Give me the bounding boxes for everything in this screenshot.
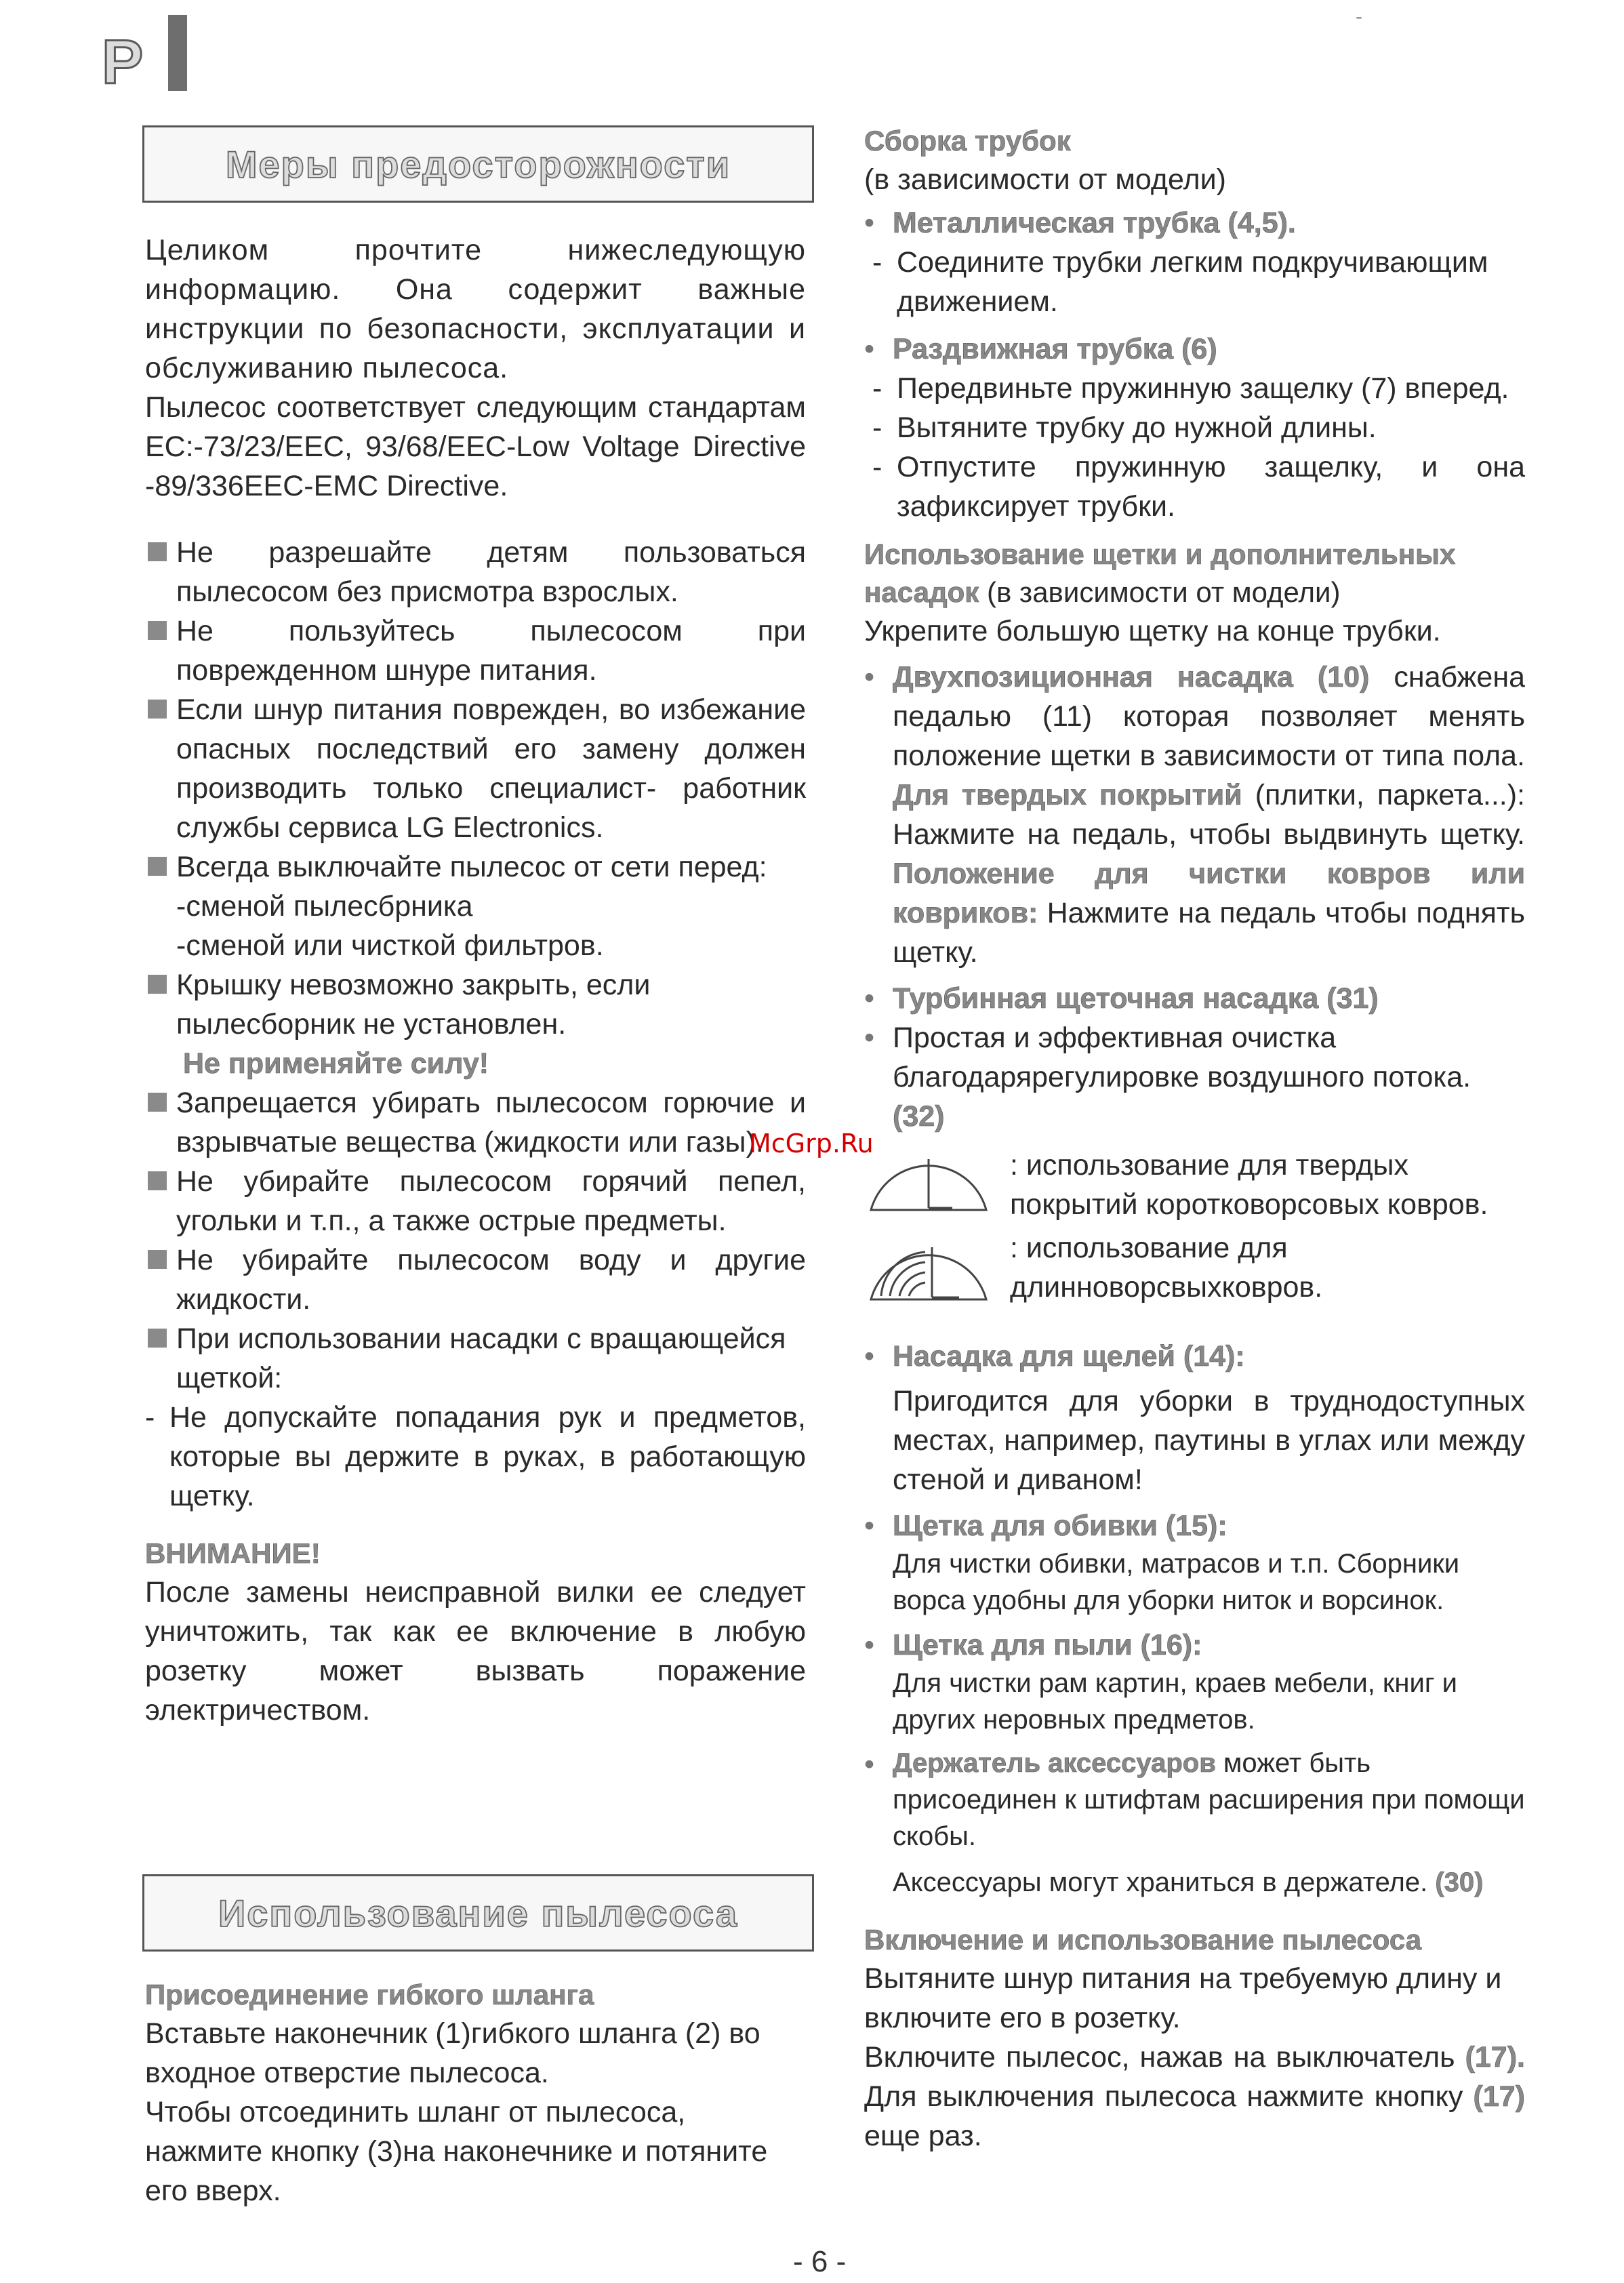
language-letter: P [102,28,144,97]
precautions-heading: Меры предосторожности [142,125,814,203]
safety-item: Всегда выключайте пылесос от сети перед: [145,847,806,887]
intro-paragraph-2: Пылесос соответствует следующим стандартам EC:-73/23/EEC, 93/68/EEC-Low Voltage Directive -89/336EEC-EMC Directive. [145,391,806,502]
intro-paragraph-1: Целиком прочтите нижеследующую информацию. Она содержит важные инструкции по безопасности, эксплуатации и обслуживанию пылесоса. [145,234,806,384]
safety-item: Не убирайте пылесосом горячий пепел, угольки и т.п., а также острые предметы. [145,1162,806,1240]
language-bar [168,15,187,91]
rotating-brush-note: - Не допускайте попадания рук и предметов, которые вы держите в руках, в работающую щетку. [145,1401,806,1512]
corner-mark: - [1356,5,1362,28]
switch-off-item: -сменой или чисткой фильтров. [176,929,604,962]
safety-item: Если шнур питания поврежден, во избежание опасных последствий его замену должен производить только специалист- работник службы сервиса LG Electronics. [145,690,806,847]
bullet-square-icon [148,1171,167,1190]
hose-text-1: Вставьте наконечник (1)гибкого шланга (2) во входное отверстие пылесоса. [145,2017,760,2089]
safety-item: Не разрешайте детям пользоваться пылесосом без присмотра взрослых. [145,533,806,611]
airflow-hard-text: : использование для твердых покрытий коротковорсовых ковров. [1010,1149,1488,1221]
accessory-holder-note: Аксессуары могут храниться в держателе. (30) [893,1867,1484,1897]
airflow-item: • Простая и эффективная очистка благодарярегулировке воздушного потока. (32) [864,1022,1471,1133]
airflow-long-text: : использование для длинноворсвыхковров. [1010,1232,1323,1304]
bullet-square-icon [148,542,167,561]
left-column [145,230,806,1730]
tubes-subtitle: (в зависимости от модели) [864,163,1226,196]
bullet-square-icon [148,1329,167,1348]
hose-text-2: Чтобы отсоединить шланг от пылесоса, нажмите кнопку (3)на наконечнике и потяните его вверх. [145,2096,768,2207]
bullet-square-icon [148,975,167,994]
warning-text: После замены неисправной вилки ее следует уничтожить, так как ее включение в любую розетку может вызвать поражение электричеством. [145,1576,806,1726]
safety-item: Не убирайте пылесосом воду и другие жидкости. [145,1240,806,1319]
safety-item: Не пользуйтесь пылесосом при поврежденном шнуре питания. [145,611,806,690]
power-text-2: Включите пылесос, нажав на выключатель (17). Для выключения пылесоса нажмите кнопку (17) еще раз. [864,2041,1525,2152]
upholstery-text: Для чистки обивки, матрасов и т.п. Сборники ворса удобны для уборки ниток и ворсинок. [893,1549,1460,1615]
metal-tube-item: • Металлическая трубка (4,5). [864,207,1296,239]
crevice-nozzle-item: • Насадка для щелей (14): [864,1340,1245,1373]
telescopic-tube-item: • Раздвижная трубка (6) [864,333,1217,365]
metal-tube-text: - Соедините трубки легким подкручивающим движением. [872,246,1488,318]
hose-title: Присоединение гибкого шланга [145,1979,594,2011]
crevice-text: Пригодится для уборки в труднодоступных местах, например, паутины в углах или между стеной и диваном! [893,1385,1525,1496]
telescopic-step: - Вытяните трубку до нужной длины. [872,411,1377,444]
airflow-long-row [864,1228,1525,1310]
page-number: - 6 - [793,2245,847,2278]
turbo-nozzle-item: • Турбинная щеточная насадка (31) [864,982,1379,1015]
upholstery-brush-item: • Щетка для обивки (15): [864,1510,1227,1542]
bullet-square-icon [148,1250,167,1269]
brush-intro: Укрепите большую щетку на конце трубки. [864,615,1441,647]
safety-item: Запрещается убирать пылесосом горючие и взрывчатые вещества (жидкости или газы). [145,1083,806,1162]
two-position-nozzle-item: • Двухпозиционная насадка (10) снабжена педалью (11) которая позволяет менять положение щетки в зависимости от типа пола. Для твердых покрытий (плитки, паркета...): Нажмите на педаль, чтобы выдвинуть щетку. Положение для чистки ковров или ковриков: Нажмите на педаль чтобы поднять щетку. [864,661,1526,969]
airflow-short-pile-icon [864,1146,996,1220]
switch-off-item: -сменой пылесбрника [176,890,473,923]
power-text-1: Вытяните шнур питания на требуемую длину и включите его в розетку. [864,1962,1502,2034]
accessory-holder-item: • Держатель аксессуаров может быть присоединен к штифтам расширения при помощи скобы. [864,1748,1525,1851]
airflow-long-pile-icon [864,1228,996,1310]
bullet-square-icon [148,621,167,640]
no-force-warning: Не применяйте силу! [183,1047,489,1080]
telescopic-step: - Передвиньте пружинную защелку (7) вперед. [872,372,1509,405]
power-title: Включение и использование пылесоса [864,1924,1422,1956]
safety-item: Крышку невозможно закрыть, если пылесборник не установлен. [145,965,806,1044]
right-column [864,122,1525,2156]
hose-section [145,1976,806,2210]
bullet-square-icon [148,857,167,876]
airflow-hard-row [864,1146,1525,1224]
dust-brush-item: • Щетка для пыли (16): [864,1629,1202,1661]
dust-text: Для чистки рам картин, краев мебели, книг и других неровных предметов. [893,1668,1457,1735]
bullet-square-icon [148,1093,167,1112]
telescopic-step: - Отпустите пружинную защелку, и она зафиксирует трубки. [872,451,1525,523]
bullet-square-icon [148,700,167,719]
safety-item: При использовании насадки с вращающейся щеткой: [145,1319,806,1398]
usage-heading: Использование пылесоса [142,1874,814,1952]
watermark: McGrp.Ru [749,1129,874,1158]
tubes-title: Сборка трубок [864,125,1071,157]
brush-title: Использование щетки и дополнительных насадок (в зависимости от модели) [864,538,1456,608]
warning-title: ВНИМАНИЕ! [145,1537,321,1569]
